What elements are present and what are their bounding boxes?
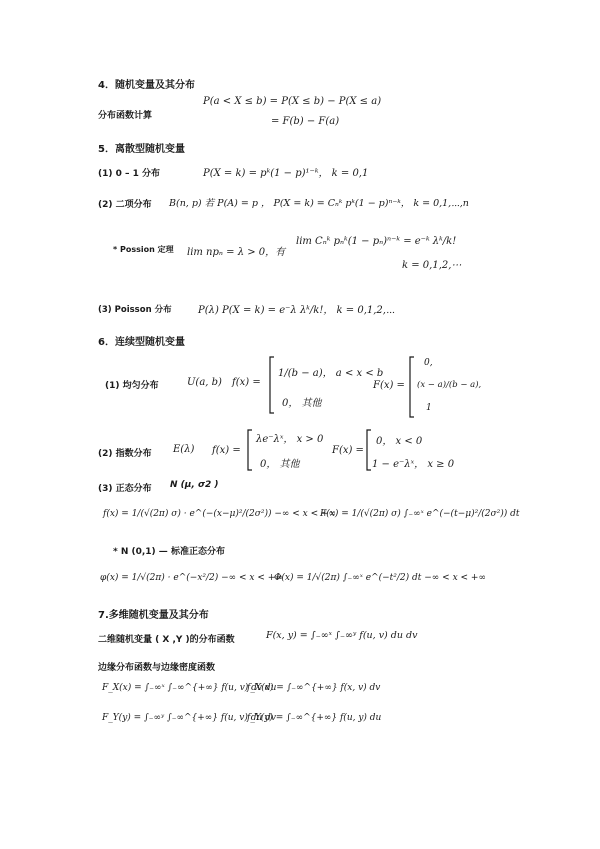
poisson-label: (3) Poisson 分布 (98, 305, 172, 315)
normal-label: (3) 正态分布 (98, 484, 152, 494)
exponential-pdf-case1: λe⁻λˣ， x > 0 (256, 434, 324, 445)
normal-cdf: F(x) = 1/(√(2π) σ) ∫₋∞ˣ e^(−(t−μ)²/(2σ²)) dt (320, 509, 520, 519)
marginal-cdf-y: F_Y(y) = ∫₋∞ʸ ∫₋∞^{+∞} f(u, v) du dv (102, 713, 276, 723)
joint-cdf-formula: F(x, y) = ∫₋∞ˣ ∫₋∞ʸ f(u, v) du dv (266, 630, 418, 641)
poisson-theorem-formula: lim Cₙᵏ pₙᵏ(1 − pₙ)ⁿ⁻ᵏ = e⁻ᵏ λᵏ/k! (296, 236, 457, 247)
bernoulli-formula: P(X = k) = pᵏ(1 − p)¹⁻ᵏ， k = 0,1 (203, 168, 369, 179)
uniform-cdf-name: F(x) = (373, 380, 405, 391)
uniform-pdf-brace (266, 356, 276, 414)
cdf-formula-line2: = F(b) − F(a) (271, 116, 340, 127)
exponential-cdf-case2: 1 − e⁻λˣ， x ≥ 0 (372, 459, 455, 470)
uniform-pdf-case1: 1/(b − a)， a < x < b (278, 368, 384, 379)
standard-normal-pdf: φ(x) = 1/√(2π) · e^(−x²/2) −∞ < x < +∞ (100, 573, 283, 583)
exponential-pdf-brace (244, 429, 254, 471)
bernoulli-label: (1) 0 – 1 分布 (98, 169, 161, 179)
exponential-pdf-name: f(x) = (212, 445, 241, 456)
section-4-heading: 4．随机变量及其分布 (98, 80, 195, 91)
marginal-pdf-y: f_Y(y) = ∫₋∞^{+∞} f(u, y) du (247, 713, 382, 723)
uniform-cdf-brace (406, 356, 416, 418)
exponential-label: (2) 指数分布 (98, 449, 152, 459)
poisson-theorem-condition: lim npₙ = λ > 0，有 (187, 247, 286, 258)
normal-pdf: f(x) = 1/(√(2π) σ) · e^(−(x−μ)²/(2σ²)) −∞ < x < +∞ (103, 509, 337, 519)
uniform-cdf-case3: 1 (426, 403, 432, 413)
exponential-symbol: E(λ) (173, 444, 195, 455)
exponential-cdf-case1: 0， x < 0 (376, 436, 423, 447)
poisson-theorem-k: k = 0,1,2,⋯ (402, 260, 462, 271)
binomial-label: (2) 二项分布 (98, 200, 152, 210)
uniform-label: (1) 均匀分布 (105, 381, 159, 391)
exponential-cdf-name: F(x) = (332, 445, 364, 456)
standard-normal-cdf: Φ(x) = 1/√(2π) ∫₋∞ˣ e^(−t²/2) dt −∞ < x < +∞ (274, 573, 486, 583)
binomial-formula: B(n, p) 若 P(A) = p ， P(X = k) = Cₙᵏ pᵏ(1 − p)ⁿ⁻ᵏ， k = 0,1,⋯,n (169, 198, 469, 209)
marginal-label: 边缘分布函数与边缘密度函数 (98, 663, 216, 673)
marginal-cdf-x: F_X(x) = ∫₋∞ˣ ∫₋∞^{+∞} f(u, v) dv du (102, 683, 277, 693)
joint-cdf-label: 二维随机变量 ( X ,Y )的分布函数 (98, 635, 235, 645)
section-5-heading: 5．离散型随机变量 (98, 144, 185, 155)
uniform-pdf-name: f(x) = (232, 377, 261, 388)
standard-normal-label: * N (0,1) — 标准正态分布 (113, 547, 225, 557)
uniform-symbol: U(a, b) (187, 377, 222, 388)
section-6-heading: 6．连续型随机变量 (98, 337, 185, 348)
poisson-theorem-label: * Possion 定理 (113, 245, 174, 254)
uniform-cdf-case2: (x − a)/(b − a), (417, 380, 482, 390)
normal-symbol: N (μ, σ2 ) (170, 480, 219, 490)
section-7-heading: 7.多维随机变量及其分布 (98, 610, 209, 621)
exponential-pdf-case2: 0， 其他 (260, 459, 300, 470)
marginal-pdf-x: f_X(x) = ∫₋∞^{+∞} f(x, v) dv (247, 683, 381, 693)
uniform-pdf-case2: 0， 其他 (282, 398, 322, 409)
cdf-label: 分布函数计算 (98, 111, 153, 121)
poisson-formula: P(λ) P(X = k) = e⁻λ λᵏ/k!， k = 0,1,2,⋯ (198, 305, 395, 316)
uniform-cdf-case1: 0, (424, 358, 433, 368)
cdf-formula-line1: P(a < X ≤ b) = P(X ≤ b) − P(X ≤ a) (203, 96, 382, 107)
